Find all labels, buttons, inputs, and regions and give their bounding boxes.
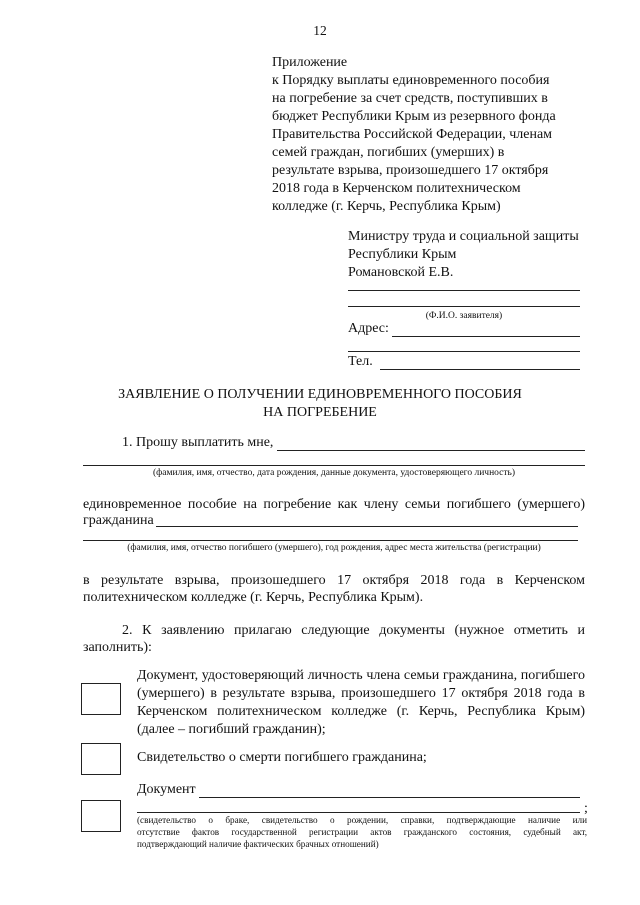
doc3-caption-line: (свидетельство о браке, свидетельство о рождении, справки, подтверждающие наличие или xyxy=(137,815,587,825)
benefit-line-2: гражданина xyxy=(83,513,154,528)
result-line-2: политехническом колледже (г. Керчь, Республика Крым). xyxy=(83,590,424,605)
other-document-field-2[interactable] xyxy=(137,812,580,813)
page-number: 12 xyxy=(313,23,327,38)
appendix-line: семей граждан, погибших (умерших) в xyxy=(272,145,505,160)
benefit-line: единовременное пособие на погребение как члену семьи погибшего (умершего) xyxy=(83,497,585,512)
appendix-line: на погребение за счет средств, поступивших в xyxy=(272,91,548,106)
applicant-name-field[interactable] xyxy=(348,290,580,291)
applicant-caption: (Ф.И.О. заявителя) xyxy=(425,311,503,321)
doc3-caption-line: подтверждающий наличие фактических брачных отношений) xyxy=(137,839,379,849)
address-field[interactable] xyxy=(392,336,580,337)
title-line: ЗАЯВЛЕНИЕ О ПОЛУЧЕНИИ ЕДИНОВРЕМЕННОГО ПОСОБИЯ xyxy=(118,387,522,402)
appendix-line: бюджет Республики Крым из резервного фонда xyxy=(272,109,556,124)
item2-line: 2. К заявлению прилагаю следующие документы (нужное отметить и xyxy=(122,623,585,638)
applicant-details-field-2[interactable] xyxy=(83,465,585,466)
doc3-label: Документ xyxy=(137,782,196,797)
appendix-line: 2018 года в Керченском политехническом xyxy=(272,181,521,196)
item1-text: 1. Прошу выплатить мне, xyxy=(122,435,274,450)
other-document-field[interactable] xyxy=(199,797,580,798)
title-line: НА ПОГРЕБЕНИЕ xyxy=(263,405,377,420)
appendix-line: Правительства Российской Федерации, членам xyxy=(272,127,553,142)
checkbox-identity-document[interactable] xyxy=(81,683,121,715)
addressee-line: Министру труда и социальной защиты xyxy=(348,229,579,244)
appendix-line: результате взрыва, произошедшего 17 октября xyxy=(272,163,549,178)
doc3-semicolon: ; xyxy=(584,801,588,816)
deceased-details-field-2[interactable] xyxy=(83,540,578,541)
appendix-block xyxy=(272,54,612,216)
document-title xyxy=(0,386,640,422)
doc1-text xyxy=(137,667,585,739)
result-line: в результате взрыва, произошедшего 17 октября 2018 года в Керченском xyxy=(83,573,585,588)
address-label: Адрес: xyxy=(348,321,389,336)
phone-field[interactable] xyxy=(380,369,580,370)
deceased-details-field[interactable] xyxy=(156,526,578,527)
checkbox-death-certificate[interactable] xyxy=(81,743,121,775)
appendix-line: колледже (г. Керчь, Республика Крым) xyxy=(272,199,501,214)
addressee-block xyxy=(348,228,608,282)
applicant-details-caption: (фамилия, имя, отчество, дата рождения, данные документа, удостоверяющего личность) xyxy=(152,468,516,478)
appendix-line: к Порядку выплаты единовременного пособия xyxy=(272,73,550,88)
doc3-caption-line: отсутствие фактов государственной регистрации актов гражданского состояния, судебный акт, xyxy=(137,827,587,837)
checkbox-other-document[interactable] xyxy=(81,800,121,832)
doc1-line: (далее – погибший гражданин); xyxy=(137,722,326,737)
item2-line-2: заполнить): xyxy=(83,640,152,655)
deceased-details-caption: (фамилия, имя, отчество погибшего (умершего), год рождения, адрес места жительства (регистрации) xyxy=(127,543,541,553)
appendix-line: Приложение xyxy=(272,55,348,70)
phone-label: Тел. xyxy=(348,354,373,369)
applicant-details-field[interactable] xyxy=(277,450,585,451)
address-field-2[interactable] xyxy=(348,351,580,352)
addressee-line: Республики Крым xyxy=(348,247,457,262)
addressee-line: Романовской Е.В. xyxy=(348,265,454,280)
doc2-text: Свидетельство о смерти погибшего гражданина; xyxy=(137,750,427,765)
doc1-line: Документ, удостоверяющий личность члена семьи гражданина, погибшего xyxy=(137,668,585,683)
doc1-line: (умершего) в результате взрыва, произошедшего 17 октября 2018 года в xyxy=(137,686,585,701)
doc3-caption xyxy=(137,814,587,850)
doc1-line: Керченском политехническом колледже (г. Керчь, Республика Крым) xyxy=(137,704,585,719)
applicant-name-field-2[interactable] xyxy=(348,306,580,307)
